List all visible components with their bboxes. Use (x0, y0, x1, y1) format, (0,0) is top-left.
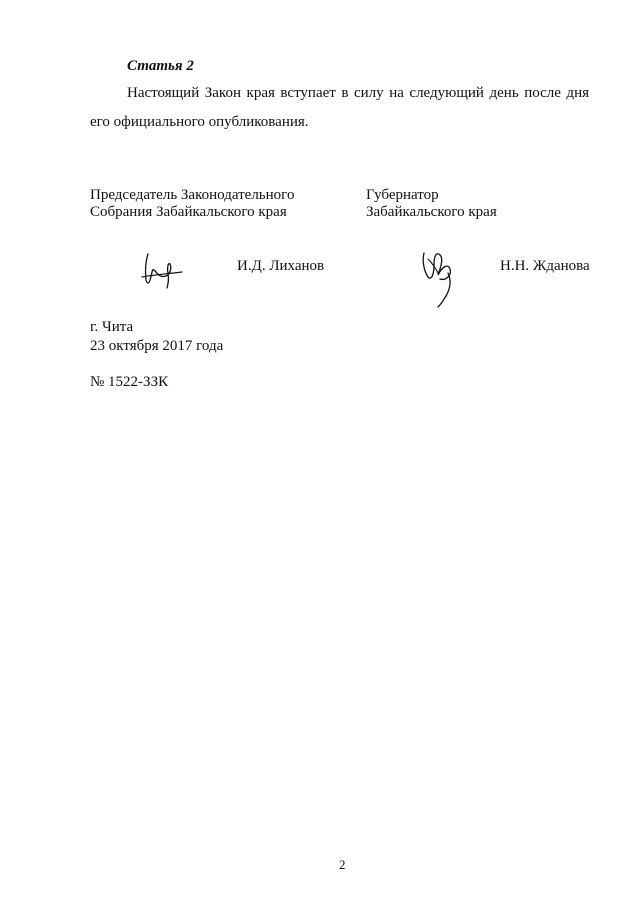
left-signatory-title-line-1: Председатель Законодательного (90, 187, 295, 203)
left-handwritten-signature (140, 250, 184, 290)
page-number: 2 (339, 857, 346, 872)
article-text-line-1: Настоящий Закон края вступает в силу на следующий день после дня (127, 85, 589, 101)
right-signatory-title (366, 187, 497, 221)
left-signatory-title (90, 187, 294, 221)
article-heading: Статья 2 (127, 58, 194, 74)
signing-place-block (90, 318, 223, 356)
left-signatory-name: И.Д. Лиханов (237, 258, 325, 274)
right-handwritten-signature (418, 245, 462, 309)
right-signatory-title-line-2: Забайкальского края (366, 204, 497, 220)
law-number: № 1522-ЗЗК (90, 374, 169, 390)
left-signatory-title-line-2: Собрания Забайкальского края (90, 204, 287, 220)
right-signatory-title-line-1: Губернатор (366, 187, 439, 203)
right-signatory-name: Н.Н. Жданова (500, 258, 590, 274)
signing-date: 23 октября 2017 года (90, 338, 224, 354)
signing-city: г. Чита (90, 319, 134, 335)
article-text-line-2: его официального опубликования. (90, 114, 309, 130)
